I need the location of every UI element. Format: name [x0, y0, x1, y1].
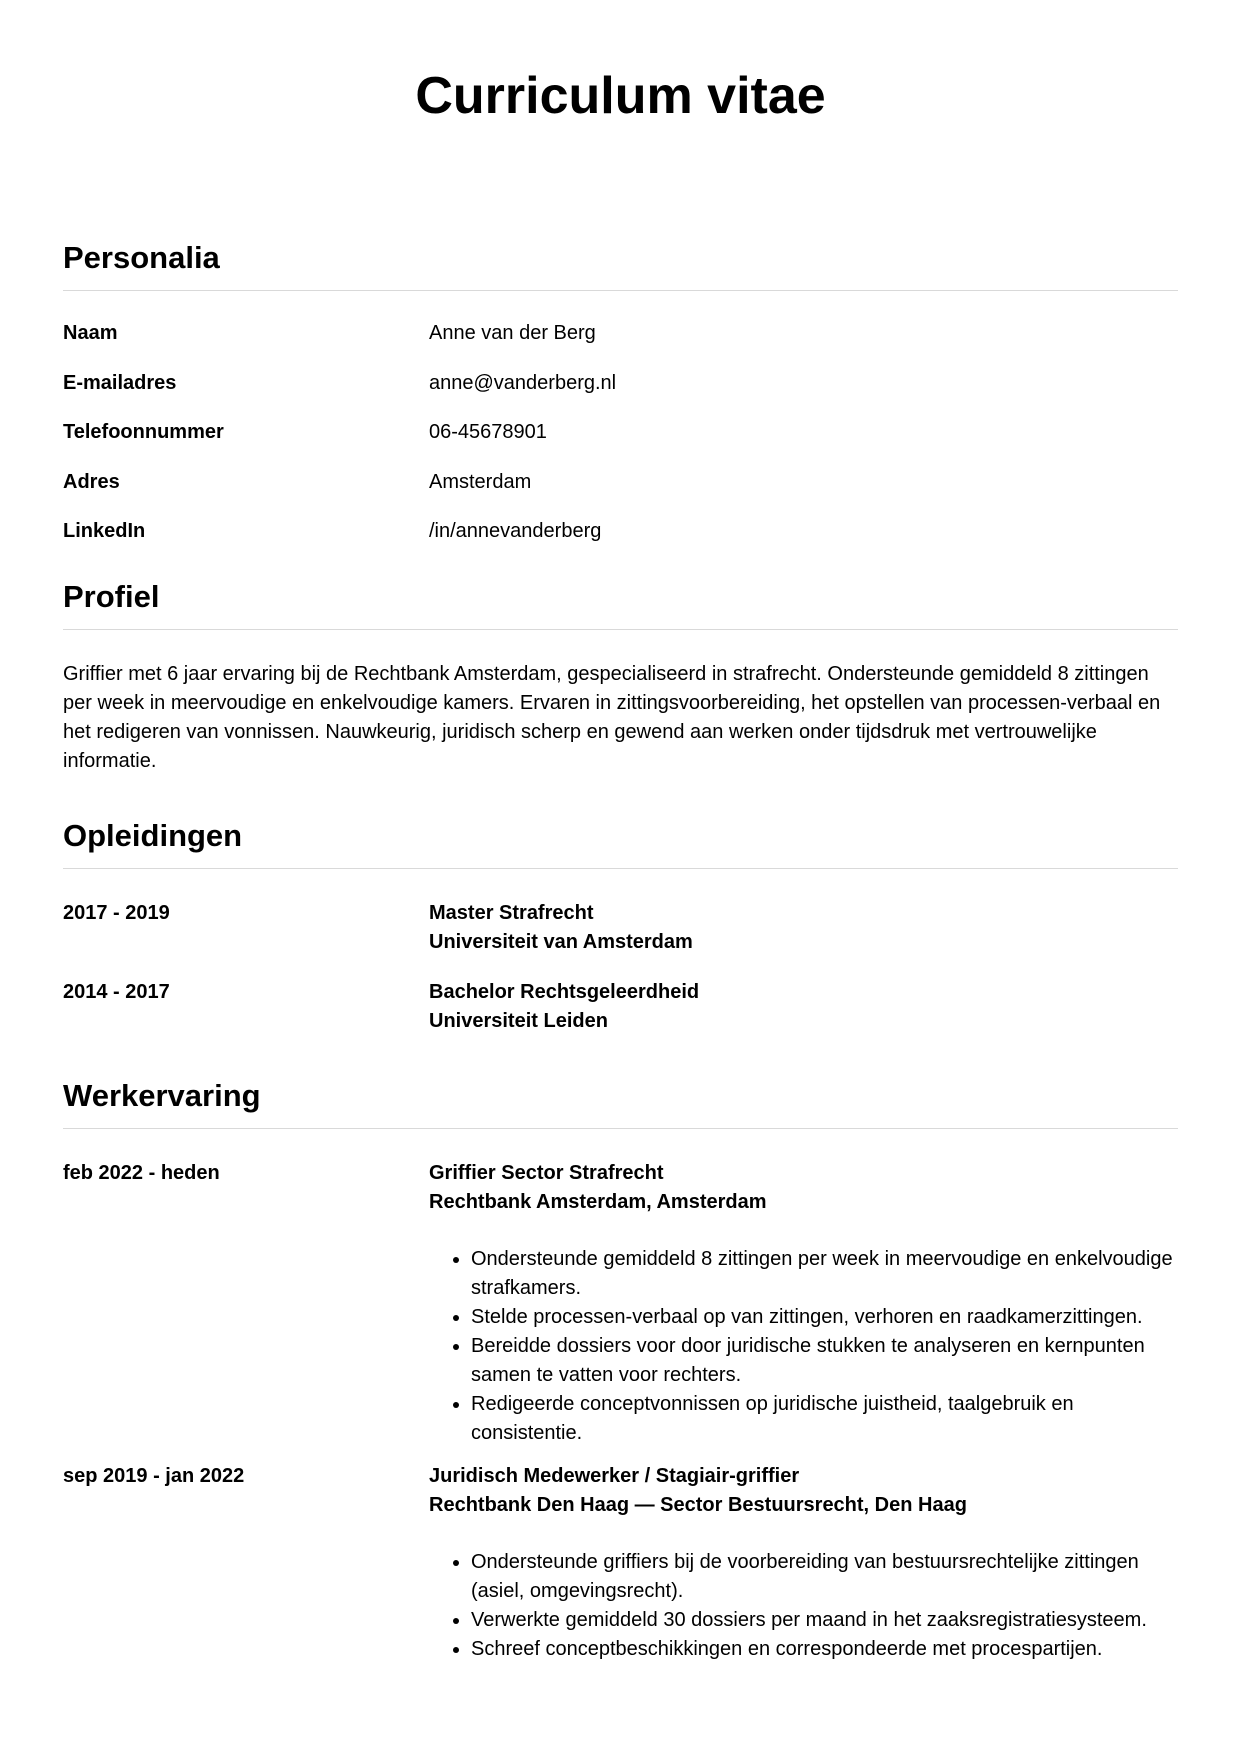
opleiding-institution: Universiteit van Amsterdam	[429, 930, 693, 953]
opleiding-item	[63, 978, 1178, 1036]
opleiding-institution: Universiteit Leiden	[429, 1009, 608, 1032]
werkervaring-item	[63, 1159, 1178, 1448]
personalia-value: /in/annevanderberg	[429, 520, 602, 542]
werkervaring-employer: Rechtbank Amsterdam, Amsterdam	[429, 1190, 767, 1213]
bullet-item: • Ondersteunde gemiddeld 8 zittingen per week in meervoudige en enkelvoudige strafkamers.	[471, 1245, 1178, 1303]
profiel-heading: Profiel	[63, 577, 1178, 630]
personalia-row-telefoon	[63, 420, 1178, 470]
personalia-value: 06-45678901	[429, 421, 547, 443]
personalia-heading: Personalia	[63, 238, 1178, 291]
werkervaring-period: sep 2019 - jan 2022	[63, 1464, 245, 1487]
profiel-text: Griffier met 6 jaar ervaring bij de Rechtbank Amsterdam, gespecialiseerd in strafrecht. Ondersteunde gemiddeld 8 zittingen per week in meervoudige en enkelvoudige kamers. Ervaren in zittingsvoorbereiding, het opstellen van processen-verbaal en het redigeren van vonnissen. Nauwkeurig, juridisch scherp en gewend aan werken onder tijdsdruk met vertrouwelijke informatie.	[63, 662, 1161, 772]
opleiding-title: Bachelor Rechtsgeleerdheid	[429, 980, 700, 1003]
bullet-item: • Schreef conceptbeschikkingen en correspondeerde met procespartijen.	[471, 1635, 1178, 1664]
opleiding-title: Master Strafrecht	[429, 901, 594, 924]
werkervaring-bullets	[429, 1245, 1178, 1448]
bullet-item: • Bereidde dossiers voor door juridische stukken te analyseren en kernpunten samen te vatten voor rechters.	[471, 1332, 1178, 1390]
werkervaring-title: Griffier Sector Strafrecht	[429, 1161, 664, 1184]
werkervaring-section	[63, 1076, 1178, 1664]
document-title: Curriculum vitae	[415, 67, 826, 125]
personalia-section	[63, 238, 1178, 569]
opleidingen-section	[63, 816, 1178, 1036]
werkervaring-body	[429, 1159, 1178, 1448]
personalia-row-naam	[63, 321, 1178, 371]
werkervaring-period: feb 2022 - heden	[63, 1161, 220, 1184]
opleiding-period: 2017 - 2019	[63, 901, 170, 924]
personalia-value: anne@vanderberg.nl	[429, 371, 617, 394]
personalia-label: LinkedIn	[63, 520, 146, 542]
werkervaring-heading: Werkervaring	[63, 1076, 1178, 1129]
werkervaring-list	[63, 1159, 1178, 1664]
personalia-row-linkedin	[63, 519, 1178, 569]
bullet-item: • Redigeerde conceptvonnissen op juridische juistheid, taalgebruik en consistentie.	[471, 1390, 1178, 1448]
opleiding-item	[63, 899, 1178, 957]
bullet-item: • Stelde processen-verbaal op van zittingen, verhoren en raadkamerzittingen.	[471, 1303, 1178, 1332]
opleiding-body	[429, 899, 1178, 957]
opleidingen-list	[63, 899, 1178, 1036]
profiel-section	[63, 577, 1178, 776]
personalia-label: E-mailadres	[63, 371, 177, 394]
opleiding-body	[429, 978, 1178, 1036]
personalia-label: Adres	[63, 470, 120, 493]
opleidingen-heading: Opleidingen	[63, 816, 1178, 869]
personalia-label: Naam	[63, 322, 118, 344]
bullet-item: • Verwerkte gemiddeld 30 dossiers per maand in het zaaksregistratiesysteem.	[471, 1606, 1178, 1635]
opleiding-period: 2014 - 2017	[63, 980, 170, 1003]
werkervaring-body	[429, 1462, 1178, 1664]
bullet-item: • Ondersteunde griffiers bij de voorbereiding van bestuursrechtelijke zittingen (asiel, omgevingsrecht).	[471, 1548, 1178, 1606]
personalia-row-adres	[63, 470, 1178, 520]
personalia-value: Amsterdam	[429, 470, 532, 493]
personalia-row-email	[63, 371, 1178, 421]
personalia-label: Telefoonnummer	[63, 421, 224, 443]
werkervaring-item	[63, 1462, 1178, 1664]
werkervaring-bullets	[429, 1548, 1178, 1664]
personalia-value: Anne van der Berg	[429, 322, 596, 344]
werkervaring-employer: Rechtbank Den Haag — Sector Bestuursrecht, Den Haag	[429, 1493, 967, 1516]
werkervaring-title: Juridisch Medewerker / Stagiair-griffier	[429, 1464, 800, 1487]
personalia-table	[63, 321, 1178, 569]
